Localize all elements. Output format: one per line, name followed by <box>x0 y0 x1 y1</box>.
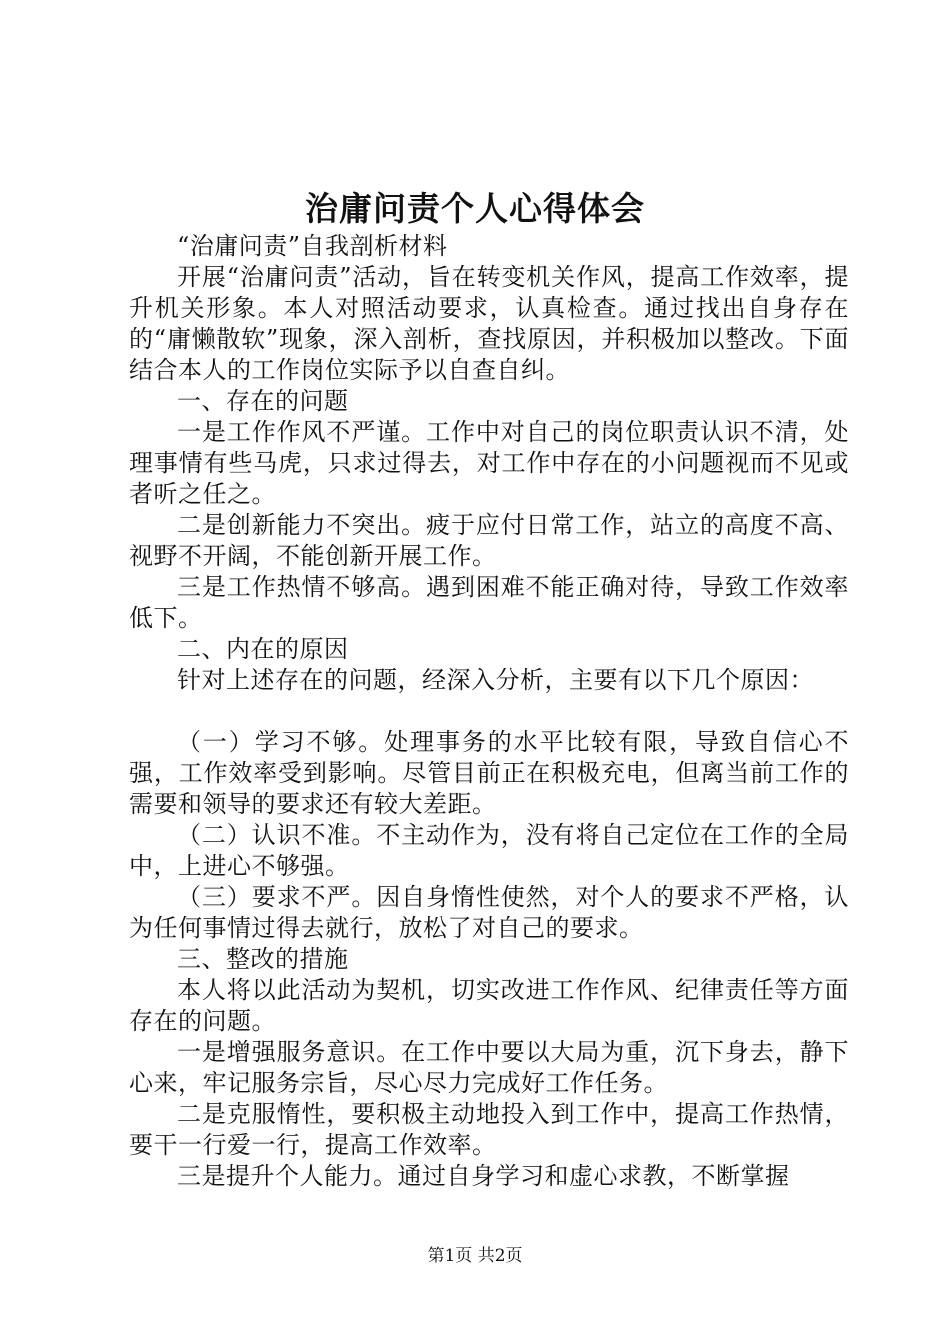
paragraph-cause-3: （三）要求不严。因自身惰性使然，对个人的要求不严格，认为任何事情过得去就行，放松了对自己的要求。 <box>129 883 849 942</box>
section-heading-measures: 三、整改的措施 <box>177 945 349 973</box>
paragraph-cause-2: （二）认识不准。不主动作为，没有将自己定位在工作的全局中，上进心不够强。 <box>129 821 849 880</box>
document-title: 治庸问责个人心得体会 <box>305 189 645 228</box>
page-footer <box>0 1244 950 1268</box>
section-heading-problems: 一、存在的问题 <box>177 387 349 415</box>
document-body <box>129 231 849 1192</box>
paragraph-causes-intro: 针对上述存在的问题，经深入分析，主要有以下几个原因： <box>177 666 814 694</box>
paragraph-measure-1: 一是增强服务意识。在工作中要以大局为重，沉下身去，静下心来，牢记服务宗旨，尽心尽力完成好工作任务。 <box>129 1038 849 1097</box>
paragraph-measures-intro: 本人将以此活动为契机，切实改进工作作风、纪律责任等方面存在的问题。 <box>129 976 849 1035</box>
paragraph-subtitle: “治庸问责”自我剖析材料 <box>177 232 448 260</box>
paragraph-problem-2: 二是创新能力不突出。疲于应付日常工作，站立的高度不高、视野不开阔，不能创新开展工作。 <box>129 511 849 570</box>
paragraph-cause-1: （一）学习不够。处理事务的水平比较有限，导致自信心不强，工作效率受到影响。尽管目前正在积极充电，但离当前工作的需要和领导的要求还有较大差距。 <box>129 728 849 818</box>
page-number-label: 第1页 共2页 <box>427 1246 523 1266</box>
paragraph-intro: 开展“治庸问责”活动，旨在转变机关作风，提高工作效率，提升机关形象。本人对照活动要求，认真检查。通过找出自身存在的“庸懒散软”现象，深入剖析，查找原因，并积极加以整改。下面结合本人的工作岗位实际予以自查自纠。 <box>129 263 849 384</box>
paragraph-problem-1: 一是工作作风不严谨。工作中对自己的岗位职责认识不清，处理事情有些马虎，只求过得去，对工作中存在的小问题视而不见或者听之任之。 <box>129 418 849 508</box>
paragraph-problem-3: 三是工作热情不够高。遇到困难不能正确对待，导致工作效率低下。 <box>129 573 849 632</box>
paragraph-measure-3: 三是提升个人能力。通过自身学习和虚心求教，不断掌握 <box>177 1162 790 1190</box>
paragraph-measure-2: 二是克服惰性，要积极主动地投入到工作中，提高工作热情，要干一行爱一行，提高工作效率。 <box>129 1100 849 1159</box>
section-heading-causes: 二、内在的原因 <box>177 635 349 663</box>
